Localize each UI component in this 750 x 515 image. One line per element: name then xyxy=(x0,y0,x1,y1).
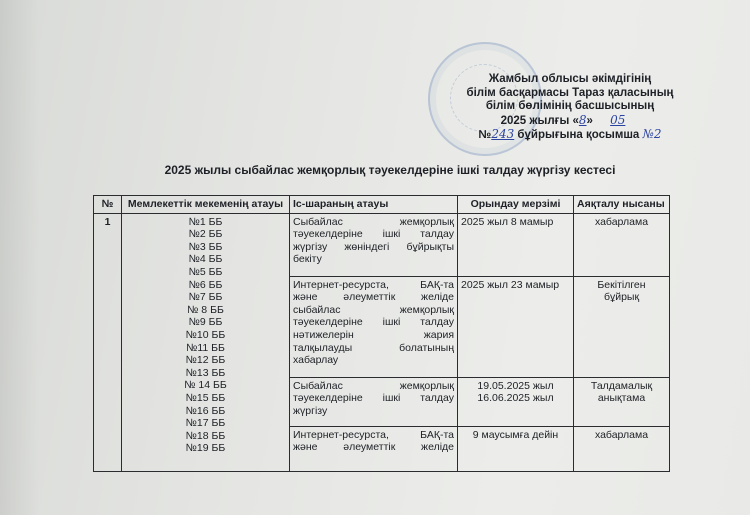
deadline-line: 2025 жыл 23 мамыр xyxy=(461,278,560,291)
event-line: және әлеуметтік желіде xyxy=(293,291,454,304)
event-name-cell xyxy=(290,213,458,276)
approval-header xyxy=(450,73,690,143)
event-line: тәуекелдеріне ішкі талдау xyxy=(293,316,454,329)
event-line: Сыбайлас жемқорлық xyxy=(293,215,454,228)
date-month-handwritten: 05 xyxy=(610,112,626,127)
organization-item: №10 ББ xyxy=(185,328,226,341)
date-day-handwritten: 8 xyxy=(578,112,587,127)
document-title: 2025 жылы сыбайлас жемқорлық тәуекелдеріне ішкі талдау жүргізу кестесі xyxy=(164,163,616,177)
order-suffix: бұйрығына қосымша xyxy=(514,129,643,141)
event-line: жүргізу жөніндегі бұйрықты xyxy=(293,240,454,253)
col-header-result: Аяқталу нысаны xyxy=(574,196,670,214)
order-number-handwritten: 243 xyxy=(491,127,515,141)
organization-item: №9 ББ xyxy=(188,316,223,329)
order-prefix: № xyxy=(478,129,492,141)
event-line: талқылауды болатының xyxy=(293,341,454,354)
col-header-deadline: Орындау мерзімі xyxy=(458,196,574,214)
deadline-cell xyxy=(458,377,574,426)
organization-item: №19 ББ xyxy=(185,442,226,455)
organization-item: №16 ББ xyxy=(185,404,226,417)
event-line: бекіту xyxy=(293,253,322,266)
organization-item: №5 ББ xyxy=(188,265,223,278)
annex-number-handwritten: №2 xyxy=(642,127,662,141)
organization-item: №2 ББ xyxy=(188,228,223,241)
result-line: Талдамалық xyxy=(590,379,653,392)
page-shadow xyxy=(0,0,40,515)
result-cell xyxy=(574,276,670,377)
deadline-line: 19.05.2025 жыл xyxy=(477,379,554,392)
date-mid: » xyxy=(586,114,597,127)
schedule-table-container xyxy=(93,195,713,515)
table-header-row xyxy=(94,196,670,214)
header-line-4 xyxy=(450,114,690,129)
date-prefix: 2025 жылғы « xyxy=(500,114,579,127)
event-name-cell xyxy=(290,426,458,471)
event-line: Интернет-ресурста, БАҚ-та xyxy=(293,278,454,291)
organization-list xyxy=(122,213,290,471)
organization-item: №7 ББ xyxy=(188,291,223,304)
header-line-2: білім басқармасы Тараз қаласының xyxy=(466,86,674,99)
result-cell xyxy=(574,377,670,426)
col-header-event: Іс-шараның атауы xyxy=(290,196,458,214)
event-line: және әлеуметтік желіде xyxy=(293,441,454,454)
result-cell xyxy=(574,213,670,276)
deadline-cell xyxy=(458,213,574,276)
organization-item: №1 ББ xyxy=(188,215,223,228)
event-line: тәуекелдеріне ішкі талдау xyxy=(293,392,454,405)
organization-item: № 14 ББ xyxy=(184,379,227,392)
organization-item: №6 ББ xyxy=(188,278,223,291)
result-line: Бекітілген xyxy=(597,278,646,291)
schedule-table xyxy=(93,195,670,472)
deadline-line: 16.06.2025 жыл xyxy=(477,392,554,405)
table-row xyxy=(94,213,670,276)
result-line: бұйрық xyxy=(603,291,640,304)
organization-item: №18 ББ xyxy=(185,429,226,442)
deadline-line: 9 маусымға дейін xyxy=(472,428,559,441)
col-header-number: № xyxy=(94,196,122,214)
event-line: Сыбайлас жемқорлық xyxy=(293,379,454,392)
result-cell xyxy=(574,426,670,471)
col-header-organization: Мемлекеттік мекеменің атауы xyxy=(122,196,290,214)
deadline-line: 2025 жыл 8 мамыр xyxy=(461,215,554,228)
event-name-cell xyxy=(290,377,458,426)
organization-item: № 8 ББ xyxy=(187,303,224,316)
event-line: сыбайлас жемқорлық xyxy=(293,303,454,316)
organization-item: №3 ББ xyxy=(188,240,223,253)
event-line: хабарлау xyxy=(293,354,339,367)
organization-item: №11 ББ xyxy=(186,341,225,354)
organization-item: №17 ББ xyxy=(185,417,226,430)
event-line: Интернет-ресурста, БАҚ-та xyxy=(293,428,454,441)
event-line: жүргізу xyxy=(293,404,328,417)
result-line: хабарлама xyxy=(594,215,649,228)
result-line: хабарлама xyxy=(594,428,649,441)
header-line-1: Жамбыл облысы әкімдігінің xyxy=(488,73,652,85)
organization-item: №15 ББ xyxy=(185,391,226,404)
header-line-5 xyxy=(450,128,690,143)
deadline-cell xyxy=(458,426,574,471)
event-line: тәуекелдеріне ішкі талдау xyxy=(293,228,454,241)
header-line-3: білім бөлімінің басшысының xyxy=(485,100,655,112)
organization-item: №12 ББ xyxy=(185,354,226,367)
organization-item: №4 ББ xyxy=(188,253,223,266)
deadline-cell xyxy=(458,276,574,377)
event-name-cell xyxy=(290,276,458,377)
event-line: нәтижелерін жария xyxy=(293,328,454,341)
organization-item: №13 ББ xyxy=(185,366,226,379)
row-number: 1 xyxy=(94,213,122,471)
result-line: анықтама xyxy=(597,392,646,405)
